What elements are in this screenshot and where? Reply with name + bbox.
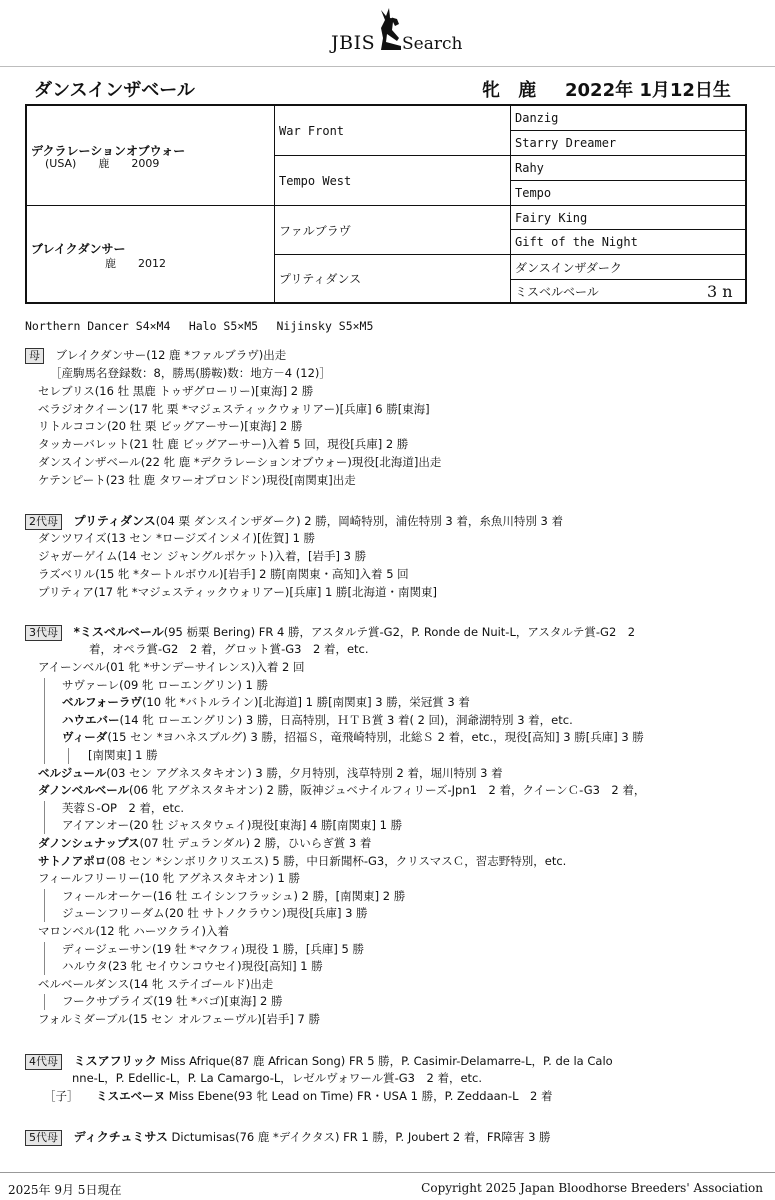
list-item: ベラジオクイーン(17 牝 栗 *マジェスティックウォリアー)[兵庫] 6 勝[東海] [38, 402, 430, 416]
header-divider [0, 66, 775, 67]
jbis-search-logo[interactable] [327, 8, 462, 56]
list-item: ダンツワイズ(13 セン *ロージズインメイ)[佐賀] 1 勝 [38, 531, 316, 545]
ped-divider [274, 106, 275, 302]
sire-details: (USA) 鹿 2009 [45, 157, 160, 170]
second-dam-name[interactable]: プリティダンス [73, 514, 156, 528]
child-record: Miss Ebene(93 牝 Lead on Time) FR・USA 1 勝，P. Zeddaan-L 2 着 [165, 1089, 553, 1103]
list-item [38, 870, 300, 886]
descendant-name[interactable]: ハウエバー [62, 712, 120, 727]
list-item: ジャガーゲイム(14 セン ジャングルポケット)入着，[岩手] 3 勝 [38, 549, 367, 563]
child-tag: ［子］ [44, 1089, 79, 1103]
list-item [62, 800, 184, 816]
list-item [38, 782, 645, 798]
ped-gen3-8[interactable]: ミスベルベール [515, 284, 599, 299]
inbreeding-line: Northern Dancer S4×M4 Halo S5×M5 Nijinsky S5×M5 [25, 319, 374, 333]
list-item: ラズベリル(15 牝 *タートルボウル)[岩手] 2 勝[南関東・高知]入着 5 回 [38, 567, 409, 581]
descendant-record: (03 セン アグネスタキオン) 3 勝，夕月特別，浅草特別 2 着，堀川特別 3 着 [106, 765, 503, 780]
sire-name[interactable]: デクラレーションオブウォー [31, 143, 186, 158]
descendant-record: ベルベールダンス(14 牝 ステイゴールド)出走 [38, 976, 274, 991]
dam-offspring-stats: ［産駒馬名登録数：8，勝馬(勝鞍)数：地方－4 (12)］ [50, 366, 331, 380]
child-name[interactable]: ミスエベーヌ [96, 1089, 166, 1103]
descendant-record: (10 牝 *バトルライン)[北海道] 1 勝[南関東] 3 勝，栄冠賞 3 着 [141, 695, 470, 710]
fourth-dam-child [44, 1088, 553, 1104]
tree-guide-line [44, 801, 45, 834]
list-item [62, 888, 405, 904]
logo-jbis-text: JBIS [331, 32, 376, 54]
descendant-name[interactable]: ベルフォーラヴ [62, 695, 142, 710]
fifth-dam-header [25, 1128, 551, 1146]
descendant-record: (08 セン *シンボリクリスエス) 5 勝，中日新聞杯-G3，クリスマスＣ，習志野特別，etc. [106, 853, 567, 868]
list-item [38, 765, 503, 781]
dam-details: 鹿 2012 [105, 257, 166, 270]
descendant-record: サヴァーレ(09 牝 ローエングリン) 1 勝 [62, 677, 268, 692]
tree-guide-line [44, 942, 45, 975]
descendant-name[interactable]: ベルジュール [38, 765, 107, 780]
list-item: ダンスインザベール(22 牝 鹿 *デクラレーションオブウォー)現役[北海道]出走 [38, 455, 442, 469]
tree-guide-line [44, 889, 45, 922]
ped-gen2-sire-dam[interactable]: Tempo West [279, 173, 352, 188]
tree-guide-line [68, 748, 69, 764]
tree-guide-line [44, 994, 45, 1010]
pedigree-table [25, 104, 747, 304]
ped-gen3-3[interactable]: Rahy [515, 161, 544, 175]
descendant-name[interactable]: サトノアポロ [38, 853, 107, 868]
fifth-dam-record: Dictumisas(76 鹿 *デイクタス) FR 1 勝，P. Joubert 2 着，FR障害 3 勝 [167, 1130, 551, 1144]
ped-gen3-6[interactable]: Gift of the Night [515, 235, 638, 249]
horse-birth-date: 2022年 1月12日生 [565, 80, 731, 101]
descendant-name[interactable]: ダノンベルベール [38, 783, 129, 798]
dam-name[interactable]: ブレイクダンサー [31, 241, 126, 256]
list-item: ケテンピート(23 牡 鹿 タワーオブロンドン)現役[南関東]出走 [38, 473, 356, 487]
descendant-record: (07 牡 デュランダル) 2 勝，ひいらぎ賞 3 着 [139, 836, 372, 850]
list-item [62, 694, 470, 710]
footer-copyright: Copyright 2025 Japan Bloodhorse Breeders' Association [421, 1181, 763, 1195]
descendant-record: (06 牝 アグネスタキオン) 2 勝，阪神ジュベナイルフィリーズ-Jpn1 2 着，クイーンＣ-G3 2 着， [128, 783, 646, 798]
descendant-record: マロンベル(12 牝 ハーツクライ)入着 [38, 924, 229, 938]
list-item [38, 923, 229, 939]
site-header [0, 0, 775, 66]
second-dam-record: (04 栗 ダンスインザダーク) 2 勝，岡崎特別，浦佐特別 3 着，糸魚川特別 3 着 [155, 514, 564, 528]
third-dam-tag: 3代母 [25, 625, 62, 641]
third-dam-header [25, 623, 635, 641]
list-item: タッカーバレット(21 牡 鹿 ビッグアーサー)入着 5 回，現役[兵庫] 2 勝 [38, 437, 409, 451]
list-item [88, 747, 158, 763]
ped-gen3-1[interactable]: Danzig [515, 111, 559, 125]
list-item: セレブリス(16 牡 黒鹿 トゥザグローリー)[東海] 2 勝 [38, 384, 314, 398]
dam-summary: ブレイクダンサー(12 鹿 *ファルブラヴ)出走 [55, 348, 287, 362]
list-item [38, 976, 273, 992]
descendant-record: フィールフリーリー(10 牝 アグネスタキオン) 1 勝 [38, 871, 300, 886]
descendant-record: フークサプライズ(19 牡 *バゴ)[東海] 2 勝 [62, 994, 283, 1009]
footer-date: 2025年 9月 5日現在 [8, 1183, 122, 1197]
ped-gen3-2[interactable]: Starry Dreamer [515, 136, 617, 150]
list-item: プリティア(17 牝 *マジェスティックウォリアー)[兵庫] 1 勝[北海道・南関東] [38, 585, 437, 599]
family-number: 3 n [707, 281, 733, 301]
second-dam-header [25, 512, 563, 530]
list-item [38, 1011, 320, 1027]
horse-logo-icon [375, 8, 401, 50]
fifth-dam-tag: 5代母 [25, 1130, 62, 1146]
list-item [38, 853, 566, 869]
descendant-record: フォルミダーブル(15 セン オルフェーヴル)[岩手] 7 勝 [38, 1012, 320, 1026]
list-item [62, 677, 268, 693]
list-item [62, 729, 644, 745]
list-item [62, 817, 402, 833]
list-item [38, 835, 371, 851]
list-item [62, 941, 364, 957]
fourth-dam-record: Miss Afrique(87 鹿 African Song) FR 5 勝，P. Casimir-Delamarre-L，P. de la Calo [156, 1054, 613, 1068]
descendant-record: [南関東] 1 勝 [88, 748, 158, 762]
fourth-dam-tag: 4代母 [25, 1054, 62, 1070]
dam-tag: 母 [25, 348, 44, 364]
list-item [62, 712, 573, 728]
descendant-record: 芙蓉Ｓ-OP 2 着，etc. [62, 800, 184, 815]
second-dam-tag: 2代母 [25, 514, 62, 530]
descendant-record: ディージェーサン(19 牡 *マクフィ)現役 1 勝，[兵庫] 5 勝 [62, 941, 365, 956]
ped-gen2-sire-sire[interactable]: War Front [279, 123, 345, 138]
ped-gen3-5[interactable]: Fairy King [515, 210, 588, 225]
list-item [62, 993, 282, 1009]
descendant-name[interactable]: ダノンシュナップス [38, 836, 140, 850]
ped-gen3-4[interactable]: Tempo [515, 186, 552, 200]
horse-name: ダンスインザベール [34, 80, 195, 101]
descendant-record: (14 牝 ローエングリン) 3 勝，日高特別，ＨＴＢ賞 3 着( 2 回)，洞爺湖特別 3 着，etc. [119, 712, 573, 727]
list-item: リトルココン(20 牡 栗 ビッグアーサー)[東海] 2 勝 [38, 419, 303, 433]
descendant-name[interactable]: ヴィーダ [62, 730, 108, 745]
dam-section-header [25, 347, 286, 364]
descendant-record: フィールオーケー(16 牡 エイシンフラッシュ) 2 勝，[南関東] 2 勝 [62, 888, 406, 903]
descendant-record: アイアンオー(20 牡 ジャスタウェイ)現役[東海] 4 勝[南関東] 1 勝 [62, 818, 403, 833]
descendant-record: ハルウタ(23 牝 セイウンコウセイ)現役[高知] 1 勝 [62, 959, 323, 974]
fourth-dam-record-cont: nne-L，P. Edellic-L，P. La Camargo-L，レゼルヴォワール賞-G3 2 着，etc. [72, 1071, 483, 1085]
list-item [62, 958, 323, 974]
descendant-record: ジューンフリーダム(20 牡 サトノクラウン)現役[兵庫] 3 勝 [62, 906, 368, 921]
horse-sex-color: 牝 鹿 [482, 80, 543, 101]
fifth-dam-name[interactable]: ディクチュミサス [73, 1130, 168, 1144]
fourth-dam-header [25, 1052, 613, 1070]
ped-divider [510, 106, 511, 302]
third-dam-record-cont: 着，オペラ賞-G2 2 着，グロット賞-G3 2 着，etc. [89, 642, 369, 656]
fourth-dam-name[interactable]: ミスアフリック [73, 1054, 157, 1068]
third-dam-record: (95 栃栗 Bering) FR 4 勝，アスタルテ賞-G2，P. Ronde de Nuit-L，アスタルテ賞-G2 2 [163, 625, 636, 639]
footer-divider [0, 1172, 775, 1173]
ped-gen2-dam-dam[interactable]: プリティダンス [279, 272, 362, 286]
descendant-record: (15 セン *ヨハネスブルグ) 3 勝，招福Ｓ，竜飛崎特別，北総Ｓ 2 着，etc.，現役[高知] 3 勝[兵庫] 3 勝 [107, 730, 644, 745]
list-item [62, 905, 368, 921]
logo-search-text: Search [402, 34, 463, 54]
descendant-record: アイーンベル(01 牝 *サンデーサイレンス)入着 2 回 [38, 660, 305, 674]
list-item [38, 659, 305, 675]
ped-gen3-7[interactable]: ダンスインザダーク [515, 260, 622, 275]
ped-gen2-dam-sire[interactable]: ファルブラヴ [279, 223, 351, 238]
tree-guide-line [44, 678, 45, 764]
third-dam-name[interactable]: *ミスベルベール [73, 625, 164, 639]
